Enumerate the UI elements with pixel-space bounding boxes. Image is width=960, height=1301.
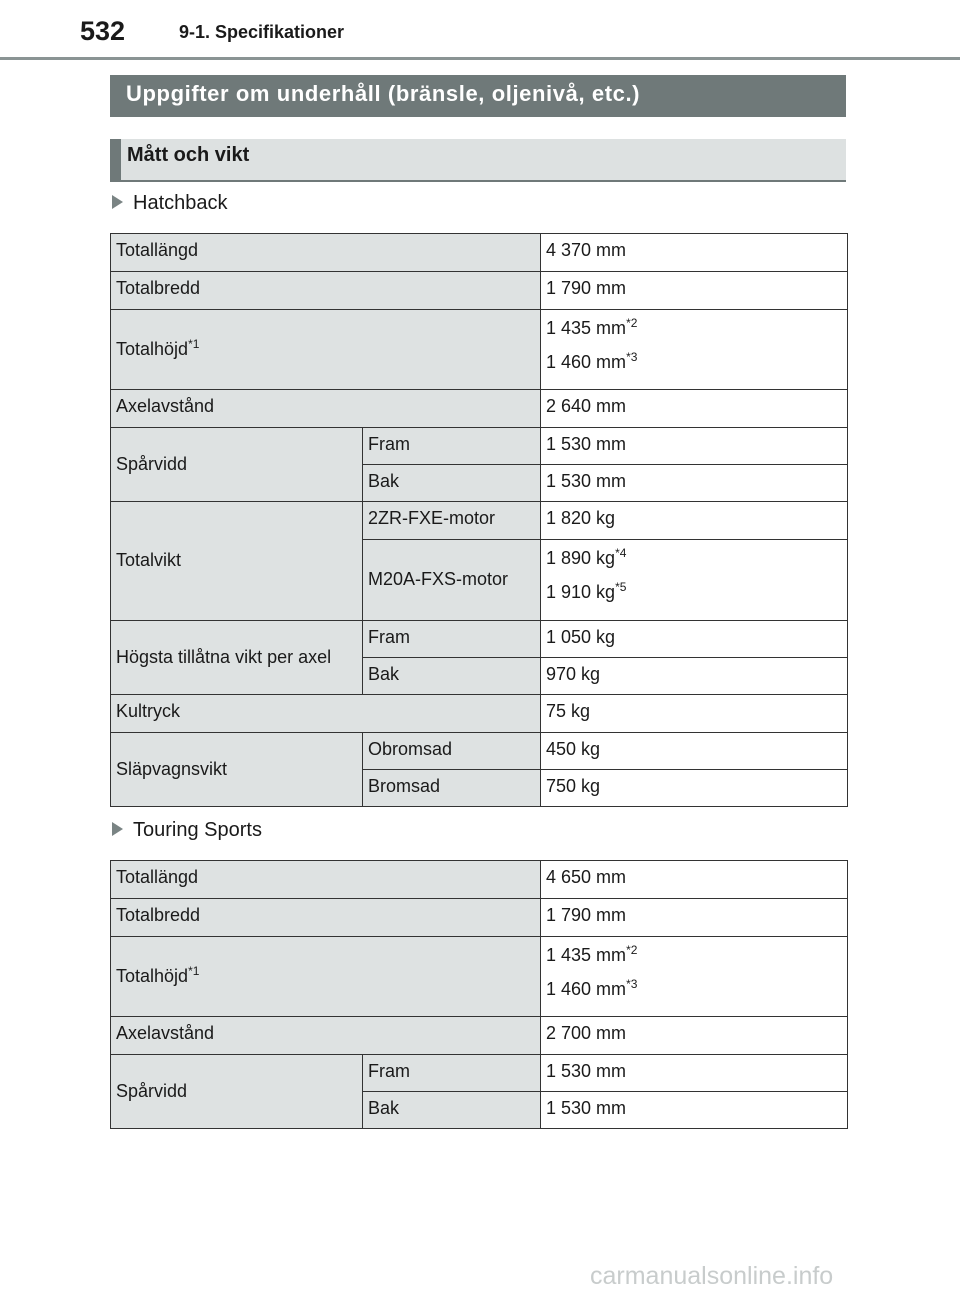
row-value [541,540,848,621]
value-line: 1 890 kg [546,548,616,568]
table-row [111,310,848,390]
table-row [111,234,848,272]
table-row [111,621,848,658]
value-line: 1 460 mm [546,351,627,372]
table-row [111,1017,848,1055]
table-row [111,733,848,770]
row-value [541,310,848,390]
row-label: Totallängd [111,234,541,272]
row-value: 1 530 mm [541,465,848,502]
footnote-ref: *5 [615,579,627,594]
page-number: 532 [80,16,126,46]
footnote-ref: *3 [626,349,638,364]
sub-label: Bak [363,465,541,502]
row-label: Släpvagnsvikt [111,733,363,807]
table-row [111,272,848,310]
row-label: Spårvidd [111,1055,363,1129]
table-row [111,502,848,540]
table-row [111,428,848,465]
row-label: Totalvikt [111,502,363,621]
row-value: 450 kg [541,733,848,770]
dimensions-subheading: Mått och vikt [110,139,846,182]
row-label: Axelavstånd [111,390,541,428]
triangle-bullet-icon [112,195,123,209]
footnote-ref: *1 [188,963,200,978]
row-value: 1 530 mm [541,1055,848,1092]
row-label: Spårvidd [111,428,363,502]
row-value: 75 kg [541,695,848,733]
row-label: Kultryck [111,695,541,733]
sub-label: Fram [363,428,541,465]
maintenance-banner: Uppgifter om underhåll (bränsle, oljenivå, etc.) [110,75,846,117]
sub-label: M20A-FXS-motor [363,540,541,621]
sub-label: Obromsad [363,733,541,770]
sub-label: Bak [363,1092,541,1129]
row-value: 4 370 mm [541,234,848,272]
value-line: 1 460 mm [546,978,627,999]
section-title: 9-1. Specifikationer [179,22,345,42]
triangle-bullet-icon [112,822,123,836]
sub-label: Fram [363,1055,541,1092]
row-value: 1 820 kg [541,502,848,540]
sub-label: Bak [363,658,541,695]
row-value: 1 530 mm [541,1092,848,1129]
footnote-ref: *1 [188,336,200,351]
row-label [111,310,541,390]
touring-heading [112,819,262,842]
table-row [111,861,848,899]
table-row [111,695,848,733]
row-value: 4 650 mm [541,861,848,899]
row-label: Totalbredd [111,899,541,937]
hatchback-heading [112,192,228,215]
row-label: Totallängd [111,861,541,899]
footnote-ref: *2 [626,316,638,330]
footnote-ref: *3 [626,976,638,991]
row-label: Axelavstånd [111,1017,541,1055]
row-value: 1 530 mm [541,428,848,465]
row-label: Högsta tillåtna vikt per axel [111,621,363,695]
value-line: 1 435 mm [546,945,627,965]
hatchback-spec-table [110,233,848,807]
row-value: 2 640 mm [541,390,848,428]
table-row [111,1055,848,1092]
label-text: Totalhöjd [116,965,189,986]
row-label [111,937,541,1017]
touring-spec-table [110,860,848,1129]
row-value: 2 700 mm [541,1017,848,1055]
row-value: 1 790 mm [541,899,848,937]
sub-label: 2ZR-FXE-motor [363,502,541,540]
hatchback-title: Hatchback [133,192,228,214]
row-value [541,937,848,1017]
touring-title: Touring Sports [133,819,262,841]
row-value: 750 kg [541,770,848,807]
table-row [111,899,848,937]
table-row [111,937,848,1017]
footnote-ref: *2 [626,943,638,957]
value-line: 1 435 mm [546,318,627,338]
row-value: 1 050 kg [541,621,848,658]
sub-label: Bromsad [363,770,541,807]
row-value: 1 790 mm [541,272,848,310]
watermark: carmanualsonline.info [590,1262,834,1290]
label-text: Totalhöjd [116,338,189,359]
sub-label: Fram [363,621,541,658]
header-divider [0,57,960,60]
value-line: 1 910 kg [546,581,616,602]
table-row [111,390,848,428]
row-label: Totalbredd [111,272,541,310]
row-value: 970 kg [541,658,848,695]
footnote-ref: *4 [615,546,627,560]
